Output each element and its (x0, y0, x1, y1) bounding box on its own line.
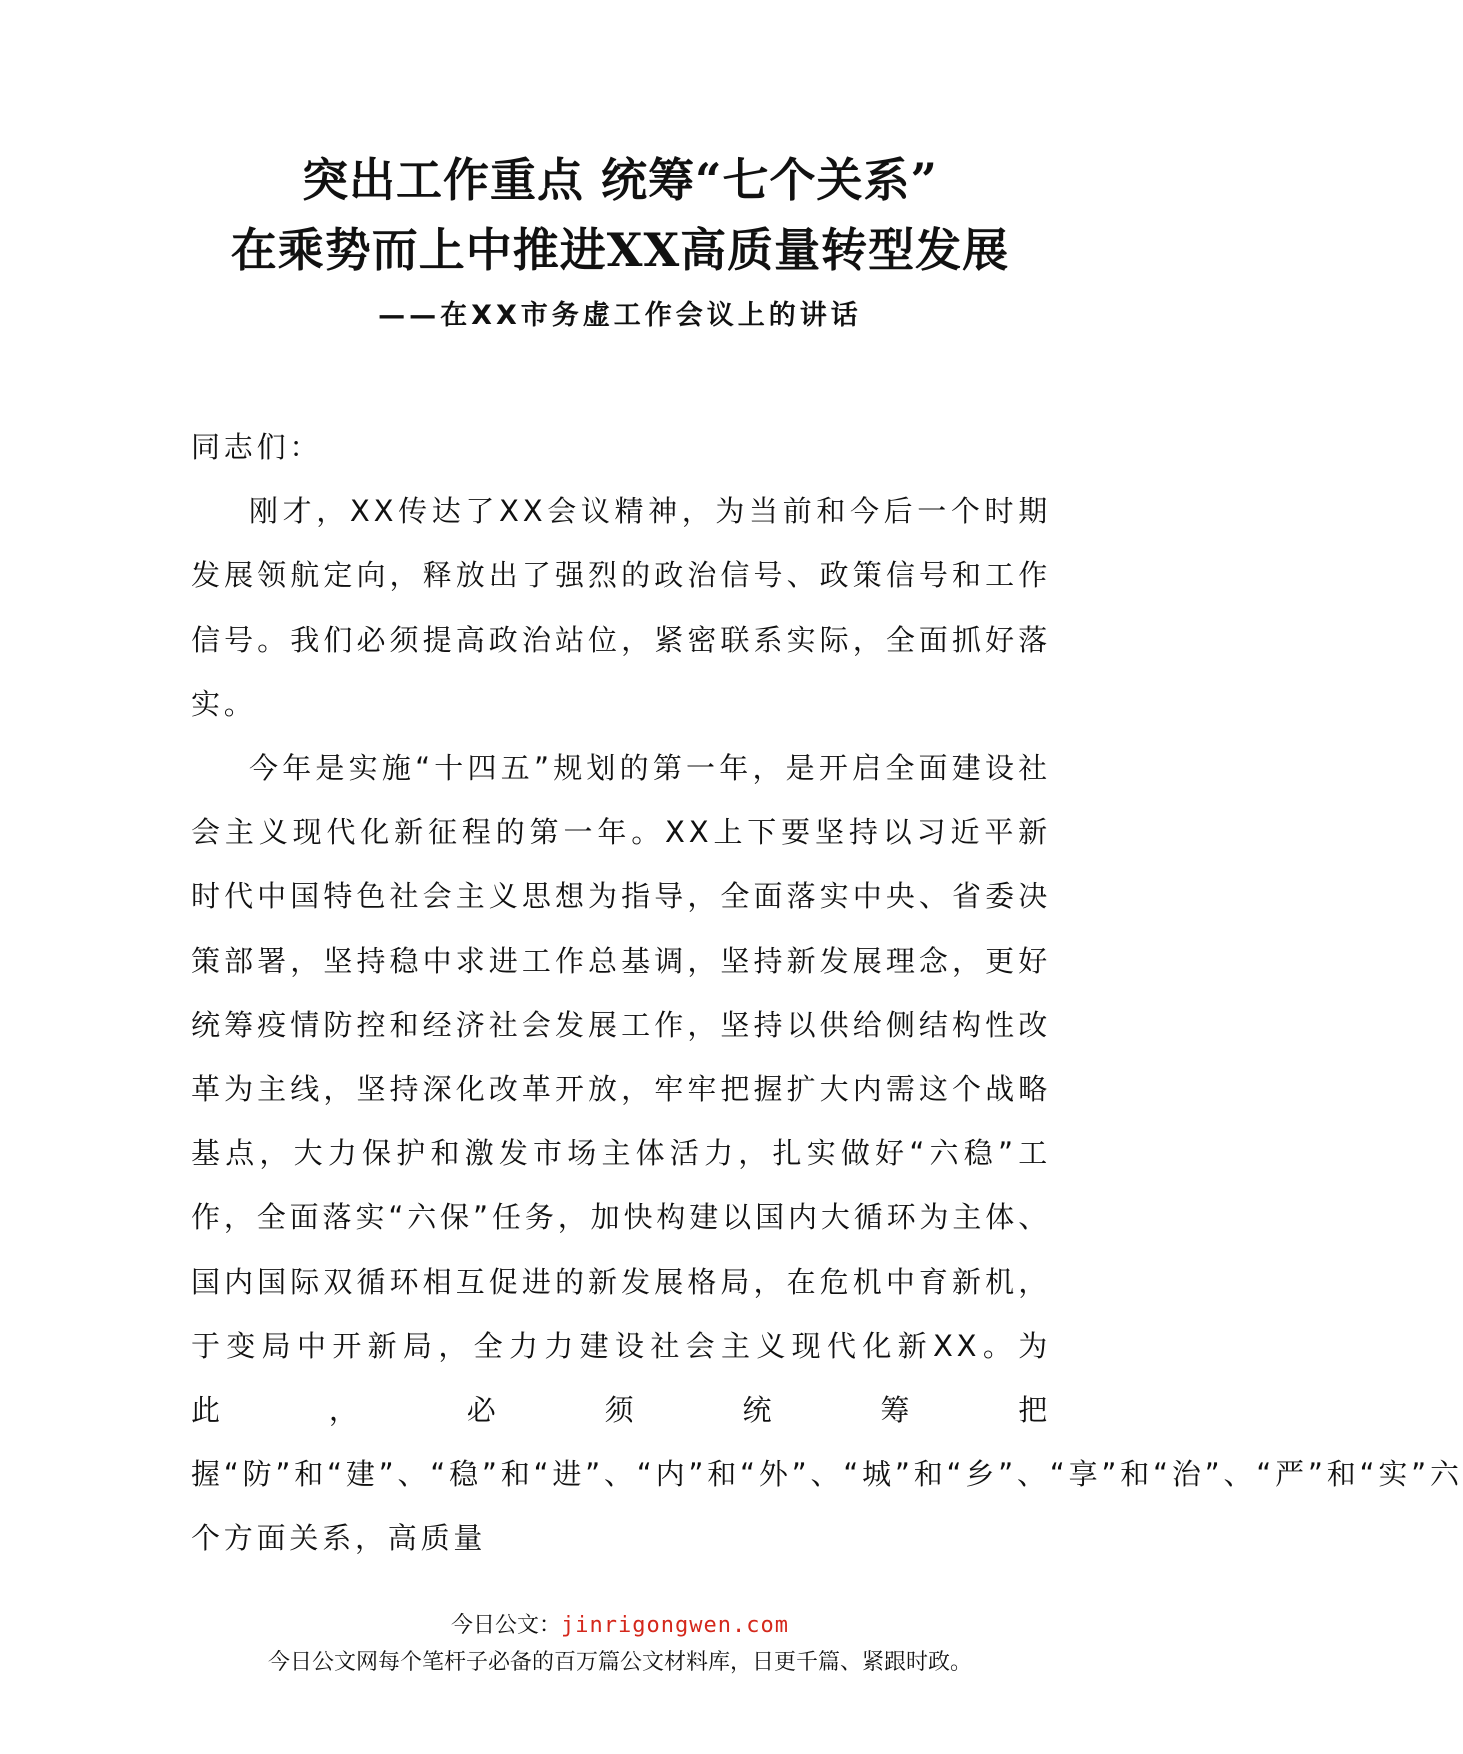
paragraph-2: 今年是实施“十四五”规划的第一年，是开启全面建设社会主义现代化新征程的第一年。XX上下要坚持以习近平新时代中国特色社会主义思想为指导，全面落实中央、省委决策部署，坚持稳中求进工作总基调，坚持新发展理念，更好统筹疫情防控和经济社会发展工作，坚持以供给侧结构性改革为主线，坚持深化改革开放，牢牢把握扩大内需这个战略基点，大力保护和激发市场主体活力，扎实做好“六稳”工作，全面落实“六保”任务，加快构建以国内大循环为主体、国内国际双循环相互促进的新发展格局，在危机中育新机，于变局中开新局，全力力建设社会主义现代化新XX。为此，必须统筹把握“防”和“建”、“稳”和“进”、“内”和“外”、“城”和“乡”、“享”和“治”、“严”和“实”六个方面关系，高质量 (191, 751, 1463, 1556)
salutation: 同志们： (191, 430, 323, 464)
document-subtitle: ——在XX市务虚工作会议上的讲话 (378, 300, 862, 331)
document-title-line-2: 在乘势而上中推进XX高质量转型发展 (230, 223, 1010, 277)
footer-site-label: 今日公文： (451, 1613, 562, 1638)
document-title-line-1: 突出工作重点 统筹“七个关系” (302, 153, 938, 207)
footer-site-url[interactable]: jinrigongwen.com (561, 1613, 789, 1638)
footer-site-link (0, 1611, 1240, 1641)
paragraph-1: 刚才，XX传达了XX会议精神，为当前和今后一个时期发展领航定向，释放出了强烈的政治信号、政策信号和工作信号。我们必须提高政治站位，紧密联系实际，全面抓好落实。 (191, 494, 1051, 721)
footer-tagline: 今日公文网每个笔杆子必备的百万篇公文材料库，日更千篇、紧跟时政。 (267, 1650, 972, 1675)
document-body (191, 415, 1463, 1571)
